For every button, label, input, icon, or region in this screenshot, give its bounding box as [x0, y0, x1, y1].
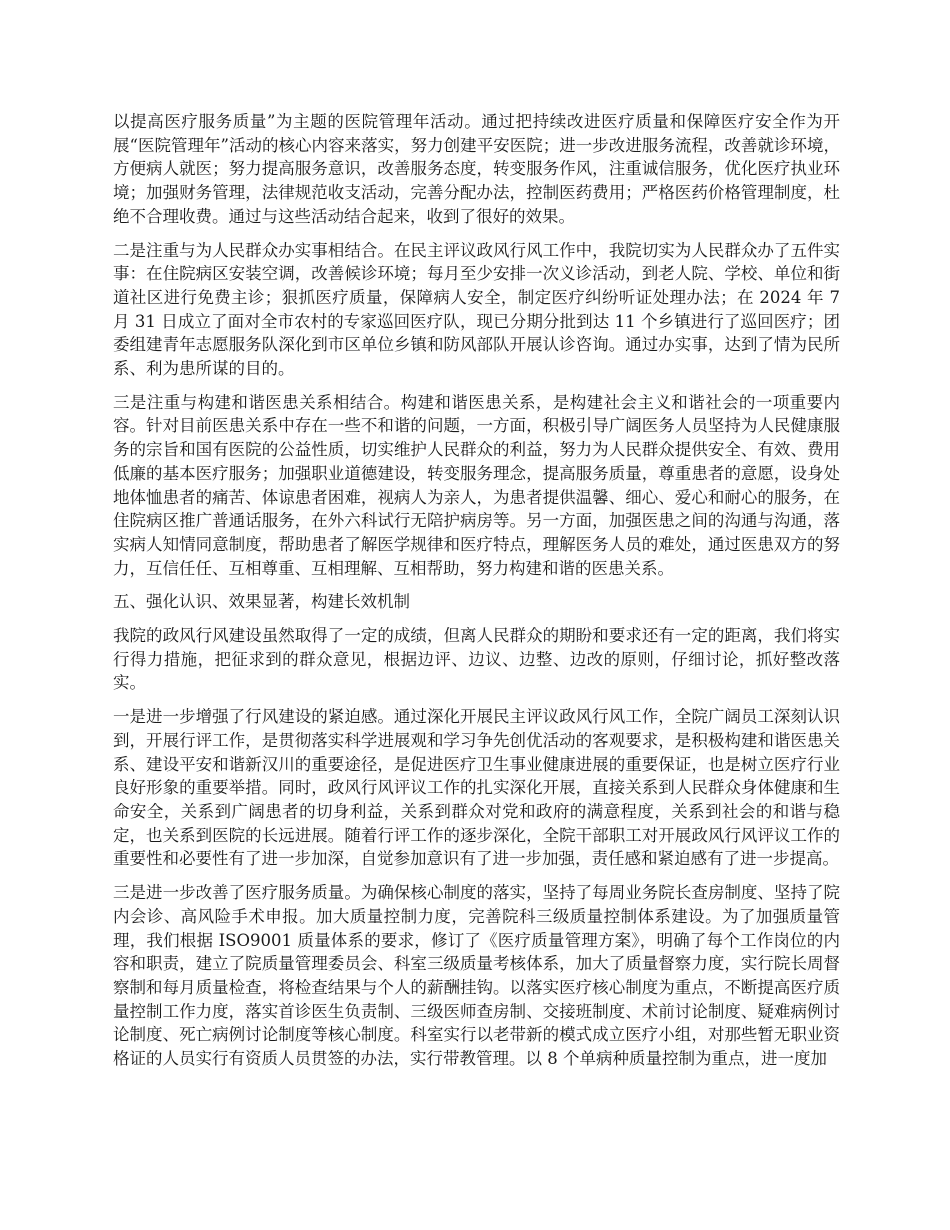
- paragraph: 二是注重与为人民群众办实事相结合。在民主评议政风行风工作中，我院切实为人民群众办了五件实事：在住院病区安装空调，改善候诊环境；每月至少安排一次义诊活动，到老人院、学校、单位和街道社区进行免费主诊；狠抓医疗质量，保障病人安全，制定医疗纠纷听证处理办法；在 2024 年 7 月 31 日成立了面对全市农村的专家巡回医疗队，现已分期分批到达 11 个乡镇进行了巡回医疗；团委组建青年志愿服务队深化到市区单位乡镇和防风部队开展认诊咨询。通过办实事，达到了情为民所系、利为患所谋的目的。: [113, 240, 840, 379]
- paragraph: 以提高医疗服务质量”为主题的医院管理年活动。通过把持续改进医疗质量和保障医疗安全作为开展“医院管理年”活动的核心内容来落实，努力创建平安医院；进一步改进服务流程，改善就诊环境，方便病人就医；努力提高服务意识，改善服务态度，转变服务作风，注重诚信服务，优化医疗执业环境；加强财务管理，法律规范收支活动，完善分配办法，控制医药费用；严格医药价格管理制度，杜绝不合理收费。通过与这些活动结合起来，收到了很好的效果。: [113, 112, 840, 226]
- paragraph: 一是进一步增强了行风建设的紧迫感。通过深化开展民主评议政风行风工作，全院广阔员工深刻认识到，开展行评工作，是贯彻落实科学进展观和学习争先创优活动的客观要求，是积极构建和谐医患关系、建设平安和谐新汉川的重要途径，是促进医疗卫生事业健康进展的重要保证，也是树立医疗行业良好形象的重要举措。同时，政风行风评议工作的扎实深化开展，直接关系到人民群众身体健康和生命安全，关系到广阔患者的切身利益，关系到群众对党和政府的满意程度，关系到社会的和谐与稳定，也关系到医院的长远进展。随着行评工作的逐步深化，全院干部职工对开展政风行风评议工作的重要性和必要性有了进一步加深，自觉参加意识有了进一步加强，责任感和紧迫感有了进一步提高。: [113, 707, 840, 869]
- section-heading: 五、强化认识、效果显著，构建长效机制: [113, 592, 410, 612]
- document-body: [113, 110, 840, 1081]
- paragraph: 三是注重与构建和谐医患关系相结合。构建和谐医患关系，是构建社会主义和谐社会的一项重要内容。针对目前医患关系中存在一些不和谐的问题，一方面，积极引导广阔医务人员坚持为人民健康服务的宗旨和国有医院的公益性质，切实维护人民群众的利益，努力为人民群众提供安全、有效、费用低廉的基本医疗服务；加强职业道德建设，转变服务理念，提高服务质量，尊重患者的意愿，设身处地体恤患者的痛苦、体谅患者困难，视病人为亲人，为患者提供温馨、细心、爱心和耐心的服务，在住院病区推广普通话服务，在外六科试行无陪护病房等。另一方面，加强医患之间的沟通与沟通，落实病人知情同意制度，帮助患者了解医学规律和医疗特点，理解医务人员的难处，通过医患双方的努力，互信任任、互相尊重、互相理解、互相帮助，努力构建和谐的医患关系。: [113, 392, 840, 578]
- paragraph: 我院的政风行风建设虽然取得了一定的成绩，但离人民群众的期盼和要求还有一定的距离，我们将实行得力措施，把征求到的群众意见，根据边评、边议、边整、边改的原则，仔细讨论，抓好整改落实。: [113, 626, 840, 693]
- paragraph: 三是进一步改善了医疗服务质量。为确保核心制度的落实，坚持了每周业务院长查房制度、坚持了院内会诊、高风险手术申报。加大质量控制力度，完善院科三级质量控制体系建设。为了加强质量管理，我们根据 ISO9001 质量体系的要求，修订了《医疗质量管理方案》，明确了每个工作岗位的内容和职责，建立了院质量管理委员会、科室三级质量考核体系，加大了质量督察力度，实行院长周督察制和每月质量检查，将检查结果与个人的薪酬挂钩。以落实医疗核心制度为重点，不断提高医疗质量控制工作力度，落实首诊医生负责制、三级医师查房制、交接班制度、术前讨论制度、疑难病例讨论制度、死亡病例讨论制度等核心制度。科室实行以老带新的模式成立医疗小组，对那些暂无职业资格证的人员实行有资质人员贯签的办法，实行带教管理。以 8 个单病种质量控制为重点，进一度加: [113, 883, 840, 1069]
